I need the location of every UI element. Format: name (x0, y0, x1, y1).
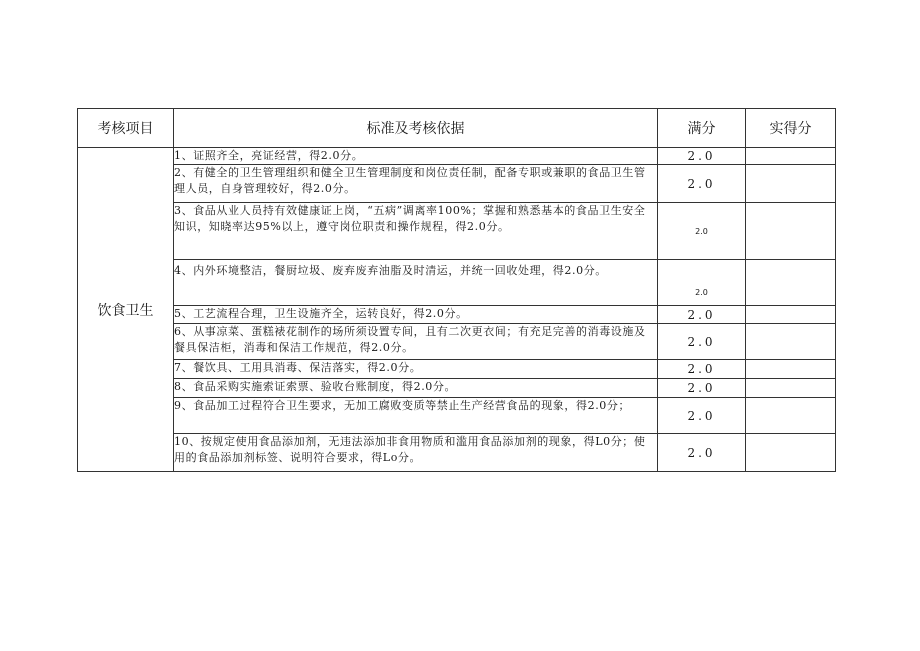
criteria-cell: 10、按规定使用食品添加剂，无违法添加非食用物质和滥用食品添加剂的现象，得L0分；使用的食品添加剂标签、说明符合要求，得Lo分。 (174, 434, 658, 472)
criteria-cell: 5、工艺流程合理，卫生设施齐全，运转良好，得2.0分。 (174, 306, 658, 324)
actual-score-cell[interactable] (746, 165, 836, 203)
category-cell: 饮食卫生 (78, 148, 174, 472)
table-row (78, 260, 836, 306)
score-table (77, 108, 836, 472)
full-score-cell: 2.0 (658, 434, 746, 472)
table-row (78, 379, 836, 398)
criteria-cell: 1、证照齐全，亮证经营，得2.0分。 (174, 148, 658, 165)
actual-score-cell[interactable] (746, 203, 836, 260)
table-row (78, 306, 836, 324)
full-score-cell: 2.0 (658, 165, 746, 203)
table-row (78, 148, 836, 165)
full-score-cell: 2.0 (658, 260, 746, 306)
full-score-cell: 2.0 (658, 203, 746, 260)
criteria-cell: 7、餐饮具、工用具消毒、保洁落实，得2.0分。 (174, 360, 658, 379)
actual-score-cell[interactable] (746, 306, 836, 324)
full-score-cell: 2.0 (658, 398, 746, 434)
criteria-cell: 8、食品采购实施索证索票、验收台账制度，得2.0分。 (174, 379, 658, 398)
table-row (78, 434, 836, 472)
criteria-cell: 2、有健全的卫生管理组织和健全卫生管理制度和岗位责任制，配备专职或兼职的食品卫生管理人员，自身管理较好，得2.0分。 (174, 165, 658, 203)
table-row (78, 165, 836, 203)
table-row (78, 360, 836, 379)
actual-score-cell[interactable] (746, 398, 836, 434)
actual-score-cell[interactable] (746, 379, 836, 398)
full-score-cell: 2.0 (658, 379, 746, 398)
actual-score-cell[interactable] (746, 324, 836, 360)
actual-score-cell[interactable] (746, 434, 836, 472)
table-row (78, 324, 836, 360)
actual-score-cell[interactable] (746, 360, 836, 379)
header-criteria: 标准及考核依据 (174, 109, 658, 148)
header-full-score: 满分 (658, 109, 746, 148)
full-score-cell: 2.0 (658, 360, 746, 379)
table-row (78, 398, 836, 434)
full-score-cell: 2.0 (658, 306, 746, 324)
actual-score-cell[interactable] (746, 148, 836, 165)
header-item: 考核项目 (78, 109, 174, 148)
criteria-cell: 4、内外环境整洁，餐厨垃圾、废弃废弃油脂及时清运，并统一回收处理，得2.0分。 (174, 260, 658, 306)
header-row (78, 109, 836, 148)
full-score-cell: 2.0 (658, 148, 746, 165)
actual-score-cell[interactable] (746, 260, 836, 306)
header-actual-score: 实得分 (746, 109, 836, 148)
criteria-cell: 9、食品加工过程符合卫生要求，无加工腐败变质等禁止生产经营食品的现象，得2.0分； (174, 398, 658, 434)
table-row (78, 203, 836, 260)
criteria-cell: 3、食品从业人员持有效健康证上岗，“五病”调离率100%；掌握和熟悉基本的食品卫生安全知识，知晓率达95%以上，遵守岗位职责和操作规程，得2.0分。 (174, 203, 658, 260)
full-score-cell: 2.0 (658, 324, 746, 360)
criteria-cell: 6、从事凉菜、蛋糕裱花制作的场所须设置专间，且有二次更衣间；有充足完善的消毒设施及餐具保洁柜，消毒和保洁工作规范，得2.0分。 (174, 324, 658, 360)
